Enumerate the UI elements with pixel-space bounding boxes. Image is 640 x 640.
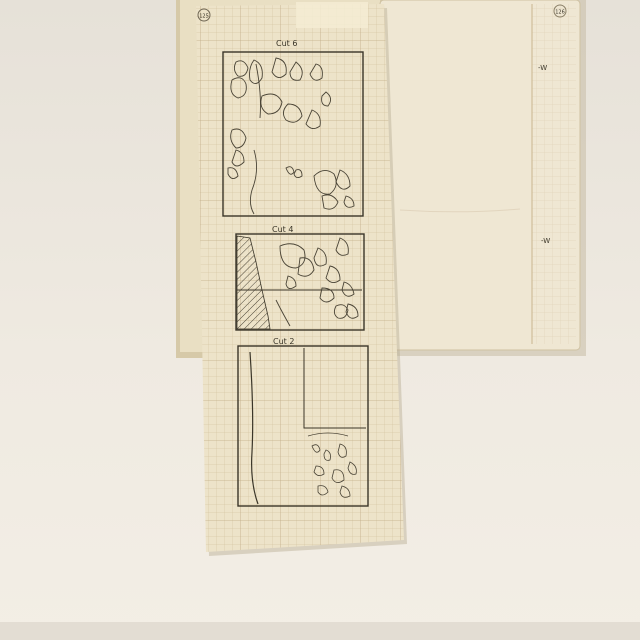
page-number: 125	[199, 13, 209, 20]
notebook-right-page	[380, 0, 586, 356]
right-page-number: 126	[555, 9, 565, 16]
panel-label-cut-2: Cut 2	[273, 337, 295, 346]
bottom-shadow	[0, 622, 640, 640]
tape-strip	[296, 2, 368, 28]
margin-mark-1: -W	[538, 64, 548, 72]
panel-label-cut-4: Cut 4	[272, 225, 294, 234]
margin-mark-2: -W	[541, 237, 551, 245]
panel-label-cut-6: Cut 6	[276, 39, 298, 48]
right-page-grid-margin	[532, 4, 576, 344]
